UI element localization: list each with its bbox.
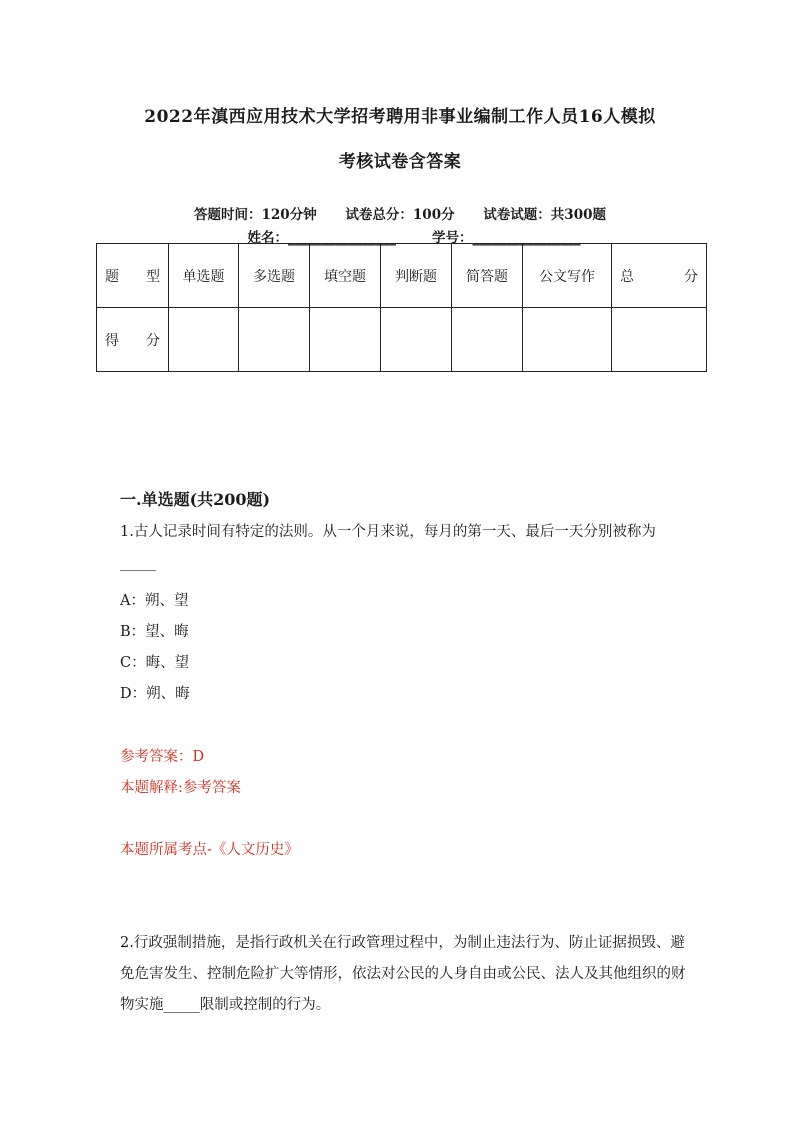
score-table bbox=[96, 243, 707, 372]
exam-time: 答题时间：120分钟 bbox=[194, 207, 317, 223]
score-cell bbox=[452, 308, 523, 372]
score-table-score-row bbox=[97, 308, 707, 372]
question-1-option-c: C：晦、望 bbox=[120, 655, 190, 671]
col-fill-blank: 填空题 bbox=[310, 244, 381, 308]
question-1-topic: 本题所属考点-《人文历史》 bbox=[120, 842, 299, 858]
question-1-explanation: 本题解释:参考答案 bbox=[120, 780, 241, 796]
col-single-choice: 单选题 bbox=[169, 244, 239, 308]
question-1-option-a: A：朔、望 bbox=[120, 593, 189, 609]
score-cell bbox=[310, 308, 381, 372]
question-1-option-d: D：朔、晦 bbox=[120, 686, 190, 702]
col-total: 总 分 bbox=[612, 244, 707, 308]
col-short-answer: 简答题 bbox=[452, 244, 523, 308]
col-true-false: 判断题 bbox=[381, 244, 452, 308]
score-cell bbox=[612, 308, 707, 372]
row-label-type: 题 型 bbox=[97, 244, 169, 308]
score-cell bbox=[239, 308, 310, 372]
question-1-answer: 参考答案：D bbox=[120, 749, 205, 765]
question-2-stem: 2.行政强制措施，是指行政机关在行政管理过程中，为制止违法行为、防止证据损毁、避免危害发生、控制危险扩大等情形，依法对公民的人身自由或公民、法人及其他组织的财物实施_____限制或控制的行为。 bbox=[120, 935, 686, 1013]
student-id-field: 学号：________________ bbox=[432, 230, 581, 246]
exam-info bbox=[0, 203, 800, 223]
score-cell bbox=[169, 308, 239, 372]
col-official-writing: 公文写作 bbox=[523, 244, 612, 308]
page-title: 2022年滇西应用技术大学招考聘用非事业编制工作人员16人模拟 bbox=[144, 107, 656, 127]
exam-total-score: 试卷总分：100分 bbox=[345, 207, 455, 223]
row-label-score: 得 分 bbox=[97, 308, 169, 372]
question-1-stem: 1.古人记录时间有特定的法则。从一个月来说，每月的第一天、最后一天分别被称为_____ bbox=[120, 524, 656, 571]
exam-question-count: 试卷试题：共300题 bbox=[483, 207, 606, 223]
score-cell bbox=[523, 308, 612, 372]
score-table-header-row bbox=[97, 244, 707, 308]
col-multi-choice: 多选题 bbox=[239, 244, 310, 308]
score-cell bbox=[381, 308, 452, 372]
name-field: 姓名：________________ bbox=[247, 230, 396, 246]
section-heading: 一.单选题(共200题) bbox=[120, 490, 271, 509]
page-title-line2: 考核试卷含答案 bbox=[338, 152, 462, 172]
question-1-option-b: B：望、晦 bbox=[120, 624, 189, 640]
